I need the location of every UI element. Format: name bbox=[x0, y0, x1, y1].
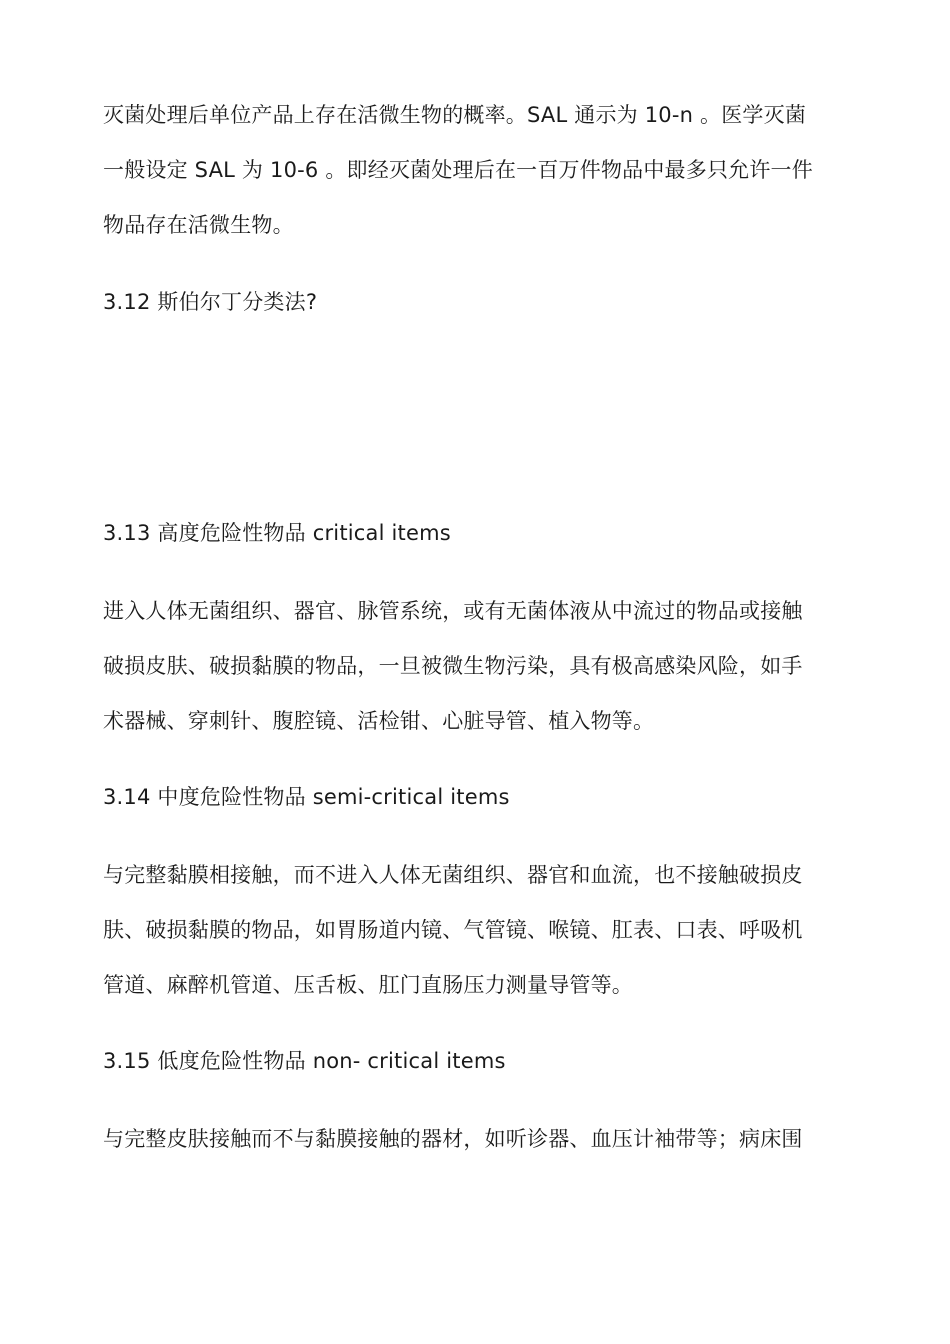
paragraph-line: 肤、破损黏膜的物品，如胃肠道内镜、气管镜、喉镜、肛表、口表、呼吸机 bbox=[103, 918, 803, 942]
paragraph-line: 灭菌处理后单位产品上存在活微生物的概率。SAL 通示为 10-n 。医学灭菌 bbox=[103, 103, 807, 127]
paragraph-line: 物品存在活微生物。 bbox=[103, 213, 294, 237]
section-heading-3-13: 3.13 高度危险性物品 critical items bbox=[103, 521, 451, 545]
section-heading-3-15: 3.15 低度危险性物品 non- critical items bbox=[103, 1049, 506, 1073]
paragraph-line: 术器械、穿刺针、腹腔镜、活检钳、心脏导管、植入物等。 bbox=[103, 709, 655, 733]
paragraph-line: 与完整皮肤接触而不与黏膜接触的器材，如听诊器、血压计袖带等；病床围 bbox=[103, 1127, 803, 1151]
paragraph-line: 一般设定 SAL 为 10-6 。即经灭菌处理后在一百万件物品中最多只允许一件 bbox=[103, 158, 813, 182]
section-heading-3-14: 3.14 中度危险性物品 semi-critical items bbox=[103, 785, 510, 809]
paragraph-line: 与完整黏膜相接触，而不进入人体无菌组织、器官和血流，也不接触破损皮 bbox=[103, 863, 803, 887]
paragraph-line: 管道、麻醉机管道、压舌板、肛门直肠压力测量导管等。 bbox=[103, 973, 633, 997]
section-heading-3-12: 3.12 斯伯尔丁分类法? bbox=[103, 290, 318, 314]
paragraph-line: 进入人体无菌组织、器官、脉管系统，或有无菌体液从中流过的物品或接触 bbox=[103, 599, 803, 623]
paragraph-line: 破损皮肤、破损黏膜的物品，一旦被微生物污染，具有极高感染风险，如手 bbox=[103, 654, 803, 678]
